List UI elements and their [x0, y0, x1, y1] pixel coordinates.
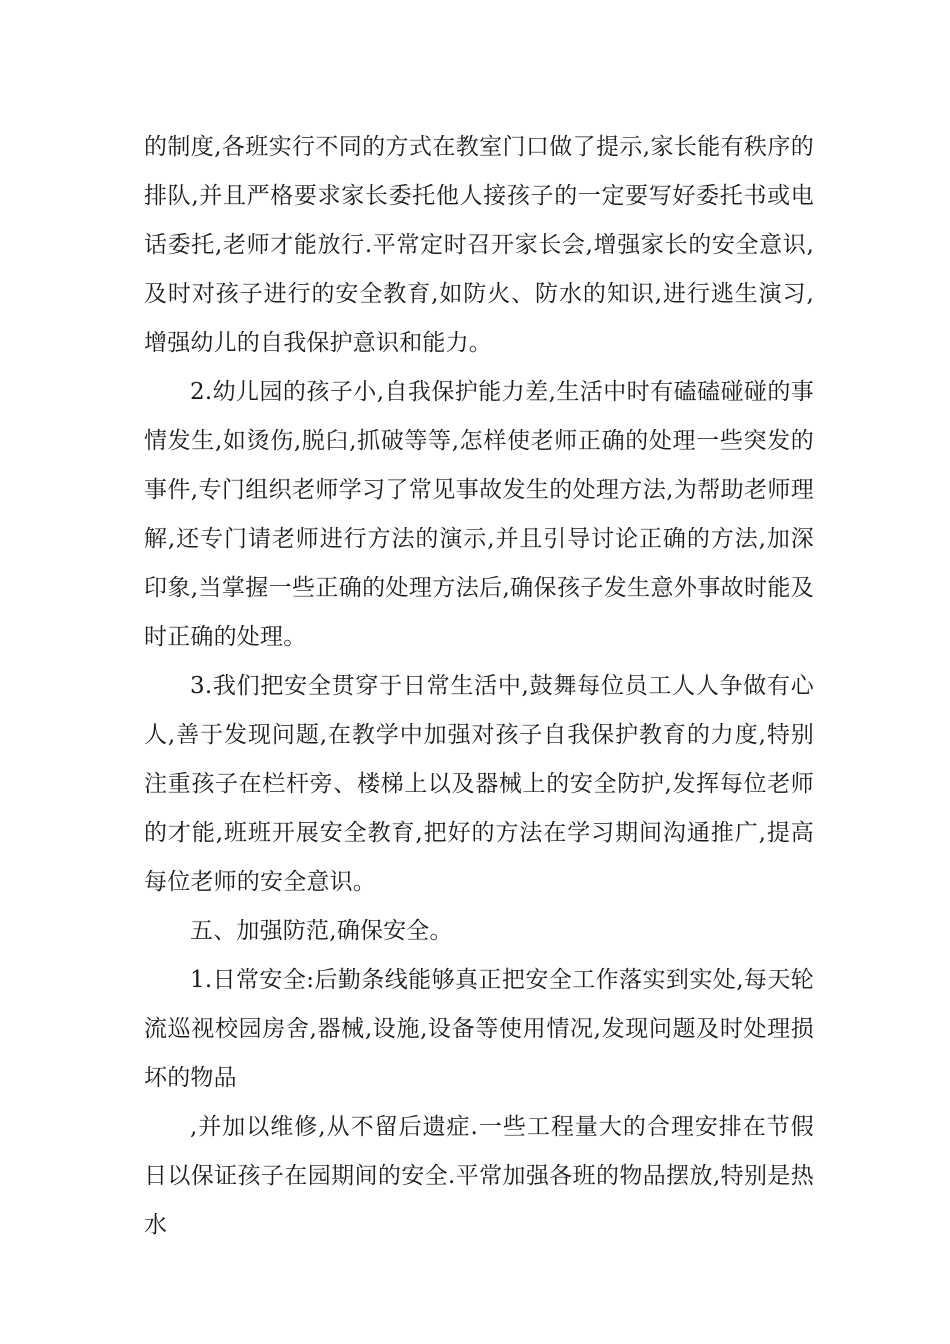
paragraph-item-1-continued: ,并加以维修,从不留后遗症.一些工程量大的合理安排在节假日以保证孩子在园期间的安全.平常加强各班的物品摆放,特别是热水: [144, 1114, 814, 1238]
paragraph-item-3: 3.我们把安全贯穿于日常生活中,鼓舞每位员工人人争做有心人,善于发现问题,在教学中加强对孩子自我保护教育的力度,特别注重孩子在栏杆旁、楼梯上以及器械上的安全防护,发挥每位老师的才能,班班开展安全教育,把好的方法在学习期间沟通推广,提高每位老师的安全意识。: [144, 673, 814, 895]
paragraph-item-1: 1.日常安全:后勤条线能够真正把安全工作落实到实处,每天轮流巡视校园房舍,器械,设施,设备等使用情况,发现问题及时处理损坏的物品: [144, 967, 814, 1091]
section-heading-5: 五、加强防范,确保安全。: [190, 918, 453, 944]
document-body: [144, 123, 814, 1250]
paragraph-item-2: 2.幼儿园的孩子小,自我保护能力差,生活中时有磕磕碰碰的事情发生,如烫伤,脱臼,抓破等等,怎样使老师正确的处理一些突发的事件,专门组织老师学习了常见事故发生的处理方法,为帮助老师理解,还专门请老师进行方法的演示,并且引导讨论正确的方法,加深印象,当掌握一些正确的处理方法后,确保孩子发生意外事故时能及时正确的处理。: [144, 379, 814, 650]
paragraph-continued: 的制度,各班实行不同的方式在教室门口做了提示,家长能有秩序的排队,并且严格要求家长委托他人接孩子的一定要写好委托书或电话委托,老师才能放行.平常定时召开家长会,增强家长的安全意识,及时对孩子进行的安全教育,如防火、防水的知识,进行逃生演习,增强幼儿的自我保护意识和能力。: [144, 134, 814, 356]
